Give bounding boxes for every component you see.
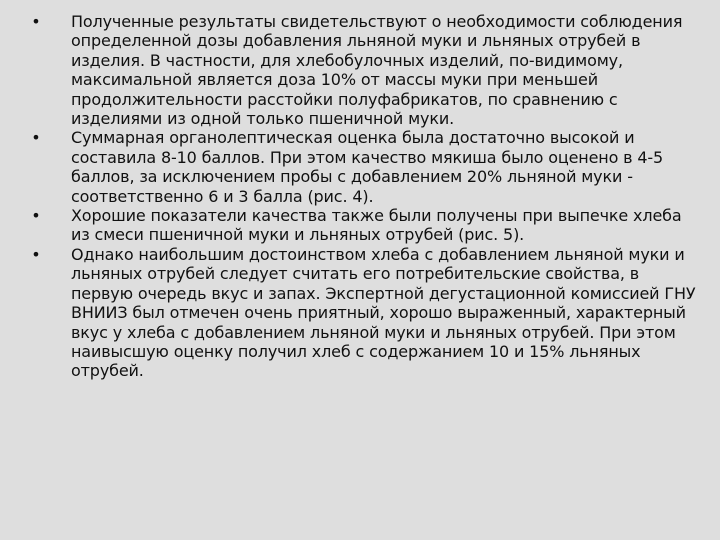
bullet-text: Хорошие показатели качества также были получены при выпечке хлеба из смеси пшеничной муки и льняных отрубей (рис. 5). [71,206,682,245]
bullet-text: Однако наибольшим достоинством хлеба с добавлением льняной муки и льняных отрубей следует считать его потребительские свойства, в первую очередь вкус и запах. Экспертной дегустационной комиссией ГНУ ВНИИЗ был отмечен очень приятный, хорошо выраженный, характерный вкус у хлеба с добавлением льняной муки и льняных отрубей. При этом наивысшую оценку получил хлеб с содержанием 10 и 15% льняных отрубей. [71,244,696,381]
bullet-marker: • [31,206,41,226]
bullet-list [28,12,700,381]
bullet-marker: • [31,12,41,31]
bullet-marker: • [31,128,41,148]
bullet-item-2 [28,128,700,206]
bullet-text: Полученные результаты свидетельствуют о необходимости соблюдения определенной дозы добавления льняной муки и льняных отрубей в изделия. В частности, для хлебобулочных изделий, по-видимому, максимальной является доза 10% от массы муки при меньшей продолжительности расстойки полуфабрикатов, по сравнению с изделиями из одной только пшеничной муки. [71,12,683,129]
bullet-text: Суммарная органолептическая оценка была достаточно высокой и составила 8-10 баллов. При этом качество мякиша было оценено в 4-5 баллов, за исключением пробы с добавлением 20% льняной муки - соответственно 6 и 3 балла (рис. 4). [71,128,664,206]
bullet-item-1 [28,12,700,128]
bullet-item-4 [28,245,700,381]
bullet-marker: • [31,244,41,264]
bullet-item-3 [28,206,700,245]
